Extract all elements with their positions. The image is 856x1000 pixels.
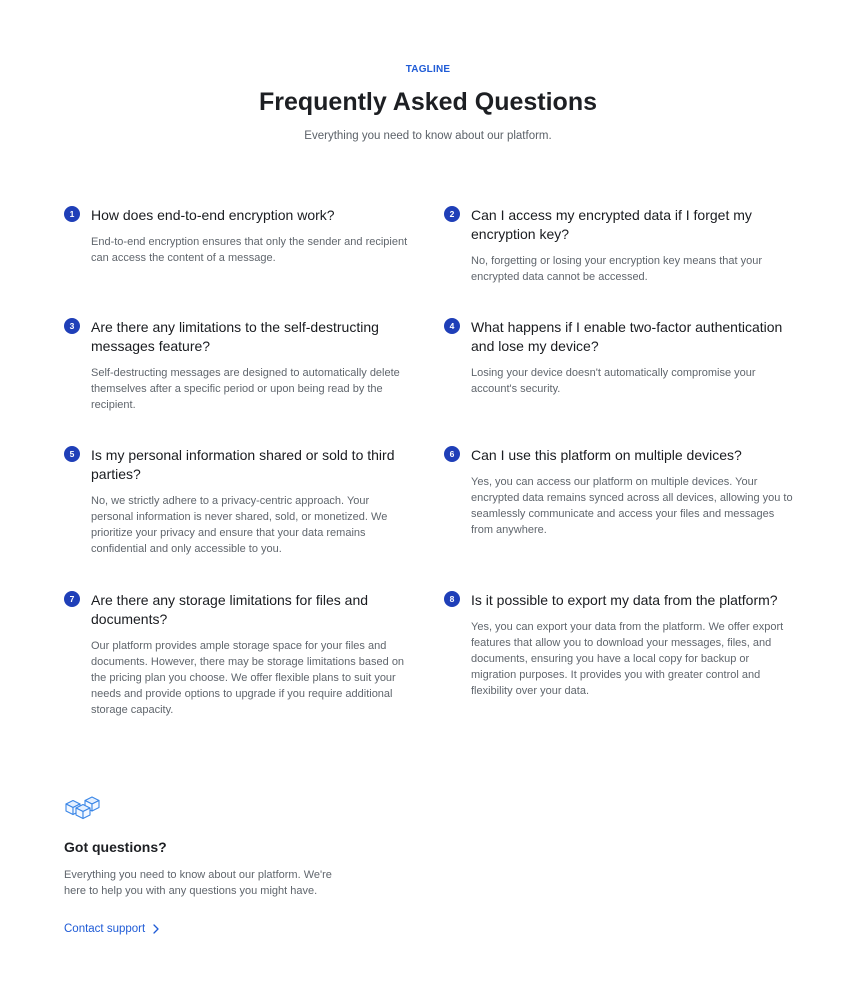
faq-header xyxy=(0,62,856,144)
faq-number-badge: 6 xyxy=(444,446,460,462)
support-section xyxy=(64,795,364,937)
faq-item-5 xyxy=(64,446,399,557)
faq-item-3 xyxy=(64,318,399,413)
page-subtitle: Everything you need to know about our platform. xyxy=(304,130,552,142)
faq-question: Is my personal information shared or sold to third parties? xyxy=(91,447,395,482)
faq-item-1 xyxy=(64,206,408,266)
faq-number-badge: 7 xyxy=(64,591,80,607)
faq-item-6 xyxy=(444,446,793,538)
page-title: Frequently Asked Questions xyxy=(258,88,598,116)
support-title: Got questions? xyxy=(64,839,167,855)
tagline: TAGLINE xyxy=(405,64,451,75)
faq-answer: Yes, you can access our platform on multiple devices. Your encrypted data remains synced across all devices, allowing you to seamlessly communicate and access your files and messages from anywhere. xyxy=(471,476,793,536)
faq-question: Is it possible to export my data from the platform? xyxy=(471,592,778,608)
faq-item-2 xyxy=(444,206,779,285)
faq-item-4 xyxy=(444,318,783,397)
faq-number-badge: 2 xyxy=(444,206,460,222)
faq-question: How does end-to-end encryption work? xyxy=(91,207,335,223)
faq-question: Are there any storage limitations for files and documents? xyxy=(91,592,369,627)
faq-number-badge: 4 xyxy=(444,318,460,334)
faq-question: What happens if I enable two-factor authentication and lose my device? xyxy=(471,319,783,354)
faq-answer: Our platform provides ample storage space for your files and documents. However, there may be storage limitations based on the pricing plan you choose. We offer flexible plans to suit your needs and provide options to upgrade if you require additional storage capacity. xyxy=(91,640,405,716)
faq-number-badge: 3 xyxy=(64,318,80,334)
chevron-right-icon xyxy=(153,924,159,934)
faq-answer: Losing your device doesn't automatically compromise your account's security. xyxy=(471,367,756,395)
faq-number-badge: 1 xyxy=(64,206,80,222)
faq-answer: End-to-end encryption ensures that only the sender and recipient can access the content of a message. xyxy=(91,236,408,264)
faq-question: Are there any limitations to the self-destructing messages feature? xyxy=(91,319,379,354)
faq-number-badge: 5 xyxy=(64,446,80,462)
faq-question: Can I use this platform on multiple devices? xyxy=(471,447,742,463)
support-text: Everything you need to know about our platform. We're here to help you with any questions you might have. xyxy=(64,869,332,897)
faq-number-badge: 8 xyxy=(444,591,460,607)
faq-question: Can I access my encrypted data if I forget my encryption key? xyxy=(471,207,752,242)
faq-answer: Yes, you can export your data from the platform. We offer export features that allow you to download your messages, files, and documents, ensuring you have a local copy for backup or migration purposes. It provides you with greater control and flexibility over your data. xyxy=(471,621,784,697)
faq-item-8 xyxy=(444,591,784,699)
faq-answer: No, we strictly adhere to a privacy-centric approach. Your personal information is never shared, sold, or monetized. We prioritize your privacy and ensure that your data remains confidential and only accessible to you. xyxy=(91,495,388,555)
faq-answer: No, forgetting or losing your encryption key means that your encrypted data cannot be accessed. xyxy=(471,255,763,283)
cubes-icon xyxy=(64,795,102,823)
contact-support-label: Contact support xyxy=(64,923,146,935)
faq-answer: Self-destructing messages are designed to automatically delete themselves after a specific period or upon being read by the recipient. xyxy=(91,367,400,411)
contact-support-link[interactable] xyxy=(64,921,159,937)
faq-item-7 xyxy=(64,591,405,718)
